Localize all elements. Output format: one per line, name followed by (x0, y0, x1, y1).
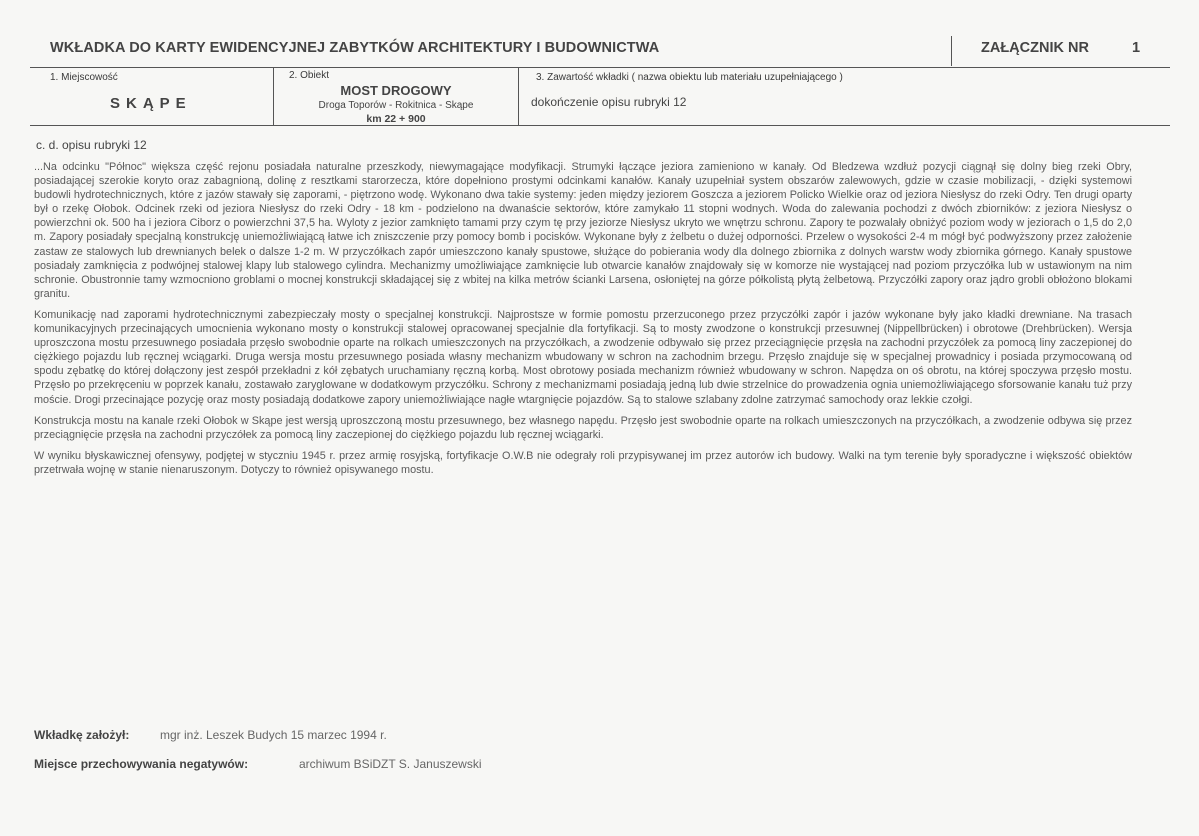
author-label: Wkładkę założył: (34, 728, 130, 742)
description-body (34, 160, 1132, 484)
header-rule-top (30, 67, 1170, 68)
storage-label: Miejsce przechowywania negatywów: (34, 757, 249, 771)
object-road: Droga Toporów - Rokitnica - Skąpe (318, 100, 474, 111)
object-km: km 22 + 900 (366, 113, 426, 125)
object-name: MOST DROGOWY (340, 83, 452, 98)
paragraph-bridges: Komunikację nad zaporami hydrotechnicznymi zabezpieczały mosty o specjalnej konstrukcji. Najprostsze w formie pomostu przerzuconego przez przyczółki zapór i jazów wykonane były jako kładki drewniane. Na trasach komunikacyjnych przecinających umocnienia wykonano mosty o konstrukcji stalowej opracowanej specjalnie dla fortyfikacji. Są to mosty zwodzone o konstrukcji przesuwnej (Nippellbrücken) i obrotowe (Drehbrücken). Wersja uproszczona mostu przesuwnego posiadała przęsło swobodnie oparte na rolkach umieszczonych na przyczółkach, a zwodzenie odbywało się przez przeciągnięcie przęsła na zachodni przyczółek za pomocą liny zaczepionej do ciężkiego pojazdu lub ręcznej wciągarki. Druga wersja mostu przesuwnego posiada własny mechanizm wbudowany w schron na zachodnim brzegu. Przęsło znajduje się w specjalnej prowadnicy i posiada przymocowaną od spodu zębatkę do której dołączony jest zespół przekładni z kół zębatych uruchamiany ręczną korbą. Most obrotowy posiada mechanizm również wbudowany w schron. Napędza on oś obrotu, na której spoczywa przęsło mostu. Przęsło po przekręceniu w poprzek kanału, zostawało zaryglowane w dodatkowym przyczółku. Schrony z mechanizmami posiadają jedną lub dwie strzelnice do prowadzenia ognia uniemożliwiającego sforsowanie kanału tuż przy moście. Drogi przecinające pozycję oraz mosty posiadają dodatkowe zapory uniemożliwiające nagłe wtargnięcie pojazdów. Są to stalowe szlabany zdolne zatrzymać samochody oraz lekkie czołgi. (34, 308, 1132, 406)
continuation-heading: c. d. opisu rubryki 12 (36, 138, 147, 152)
attachment-number: 1 (1132, 40, 1141, 56)
contents-label: 3. Zawartość wkładki ( nazwa obiektu lub materiału uzupełniającego ) (536, 72, 843, 83)
contents-value: dokończenie opisu rubryki 12 (531, 95, 687, 109)
header-rule-bottom (30, 125, 1170, 126)
document-title: WKŁADKA DO KARTY EWIDENCYJNEJ ZABYTKÓW ARCHITEKTURY I BUDOWNICTWA (50, 40, 660, 56)
paragraph-history: W wyniku błyskawicznej ofensywy, podjętej w styczniu 1945 r. przez armię rosyjską, fortyfikacje O.W.B nie odegrały roli przypisywanej im przez autorów ich budowy. Walki na tym terenie były sporadyczne i większość obiektów przetrwała wojnę w stanie nienaruszonym. Dotyczy to również opisywanego mostu. (34, 449, 1132, 476)
attachment-label: ZAŁĄCZNIK NR (981, 40, 1089, 56)
paragraph-hydrology: ...Na odcinku "Północ" większa część rejonu posiadała naturalne przeszkody, niewymagające modyfikacji. Strumyki łączące jeziora zamieniono w kanały. Od Bledzewa wzdłuż pozycji ciągnął się dolny bieg rzeki Obry, posiadającej szerokie koryto oraz zabagnioną, dolinę z resztkami starorzecza, które dopełniono prostymi odcinkami kanałów. Kanały uzupełniał system obszarów zalewowych, gdzie w czasie mobilizacji, - dzięki systemowi budowli hydrotechnicznych, które z jazów stawały się zaporami, - piętrzono wodę. Wykonano dwa takie systemy: jeden między jeziorem Goszcza a jeziorem Policko Wielkie oraz od jeziora Niesłysz do rzeki Odry. Ten drugi oparty był o rzekę Ołobok. Odcinek rzeki od jeziora Niesłysz do rzeki Odry - 18 km - podzielono na dwanaście sektorów, które zamykało 11 stopni wodnych. Woda do zalewania pochodzi z dwóch zbiorników: z jeziora Niesłysz o powierzchni ok. 500 ha i jeziora Ciborz o powierzchni 37,5 ha. Wyloty z jezior zamknięto tamami przy czym tę przy jeziorze Niesłysz ukryto we wnętrzu schronu. Zapory te pozwalały obniżyć poziom wody w jeziorach o 1,5 do 2,0 m. Zapory posiadały specjalną konstrukcję uniemożliwiającą łatwe ich zniszczenie przy pomocy bomb i pocisków. Wykonane były z żelbetu o dużej odporności. Przelew o wysokości 2-4 m mógł być podwyższony przez założenie zastaw ze stalowych lub drewnianych belek o dalsze 1-2 m. W przyczółkach zapór umieszczono kanały spustowe, służące do pobierania wody dla dolnego zbiornika z dolnych warstw wody zbiornika górnego. Kanały spustowe posiadały zamknięcia z podwójnej stalowej klapy lub stalowego cylindra. Mechanizmy umożliwiające zamknięcie lub otwarcie kanałów znajdowały się w komorze nie wystającej nad poziom przyczółka lub w ustawionym na nim schronie. Obustronnie tamy wzmocniono groblami o mocnej konstrukcji składającej się z wbitej na kilka metrów ścianki Larsena, osłoniętej na górze półkolistą płytą żelbetową. Przyczółki zapory oraz jądro grobli obłożono blokami granitu. (34, 161, 1132, 300)
cell-divider-2 (518, 67, 519, 125)
header-divider (951, 36, 952, 66)
paragraph-skape-bridge: Konstrukcja mostu na kanale rzeki Ołobok w Skąpe jest wersją uproszczoną mostu przesuwnego, bez własnego napędu. Przęsło jest swobodnie oparte na rolkach umieszczonych na przyczółkach, a zwodzenie odbywa się przez przeciągnięcie przęsła na zachodni przyczółek za pomocą liny zaczepionej do ciężkiego pojazdu lub ręcznej wciągarki. (34, 414, 1132, 441)
author-value: mgr inż. Leszek Budych 15 marzec 1994 r. (160, 728, 387, 742)
object-label: 2. Obiekt (289, 70, 330, 81)
place-value: SKĄPE (110, 95, 192, 112)
storage-value: archiwum BSiDZT S. Januszewski (299, 757, 482, 771)
place-label: 1. Miejscowość (50, 72, 118, 83)
